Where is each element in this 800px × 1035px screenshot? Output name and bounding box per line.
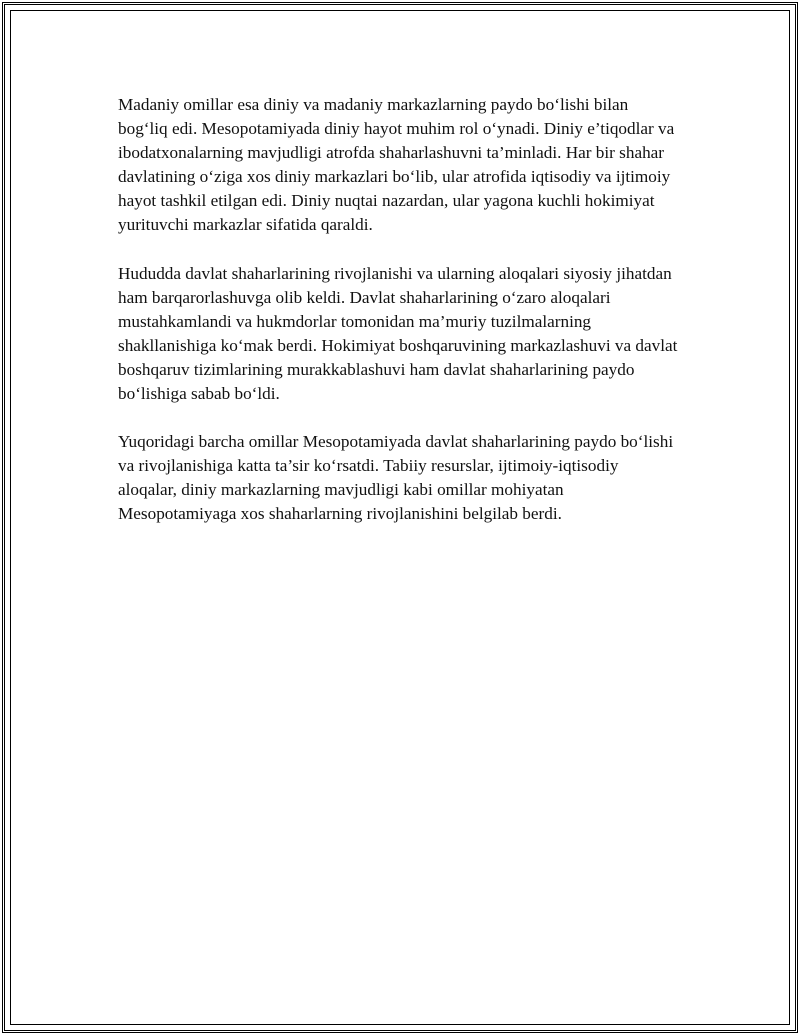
document-body (118, 93, 678, 551)
paragraph-1: Madaniy omillar esa diniy va madaniy markazlarning paydo bo‘lishi bilan bog‘liq edi. Mesopotamiyada diniy hayot muhim rol o‘ynadi. Diniy e’tiqodlar va ibodatxonalarning mavjudligi atrofda shaharlashuvni ta’minladi. Har bir shahar davlatining o‘ziga xos diniy markazlari bo‘lib, ular atrofida iqtisodiy va ijtimoiy hayot tashkil etilgan edi. Diniy nuqtai nazardan, ular yagona kuchli hokimiyat yurituvchi markazlar sifatida qaraldi. (118, 95, 675, 235)
paragraph-3: Yuqoridagi barcha omillar Mesopotamiyada davlat shaharlarining paydo bo‘lishi va rivojlanishiga katta ta’sir ko‘rsatdi. Tabiiy resurslar, ijtimoiy-iqtisodiy aloqalar, diniy markazlarning mavjudligi kabi omillar mohiyatan Mesopotamiyaga xos shaharlarning rivojlanishini belgilab berdi. (118, 432, 674, 524)
paragraph-2: Hududda davlat shaharlarining rivojlanishi va ularning aloqalari siyosiy jihatdan ham barqarorlashuvga olib keldi. Davlat shaharlarining o‘zaro aloqalari mustahkamlandi va hukmdorlar tomonidan ma’muriy tuzilmalarning shakllanishiga ko‘mak berdi. Hokimiyat boshqaruvining markazlashuvi va davlat boshqaruv tizimlarining murakkablashuvi ham davlat shaharlarining paydo bo‘lishiga sabab bo‘ldi. (118, 263, 678, 404)
